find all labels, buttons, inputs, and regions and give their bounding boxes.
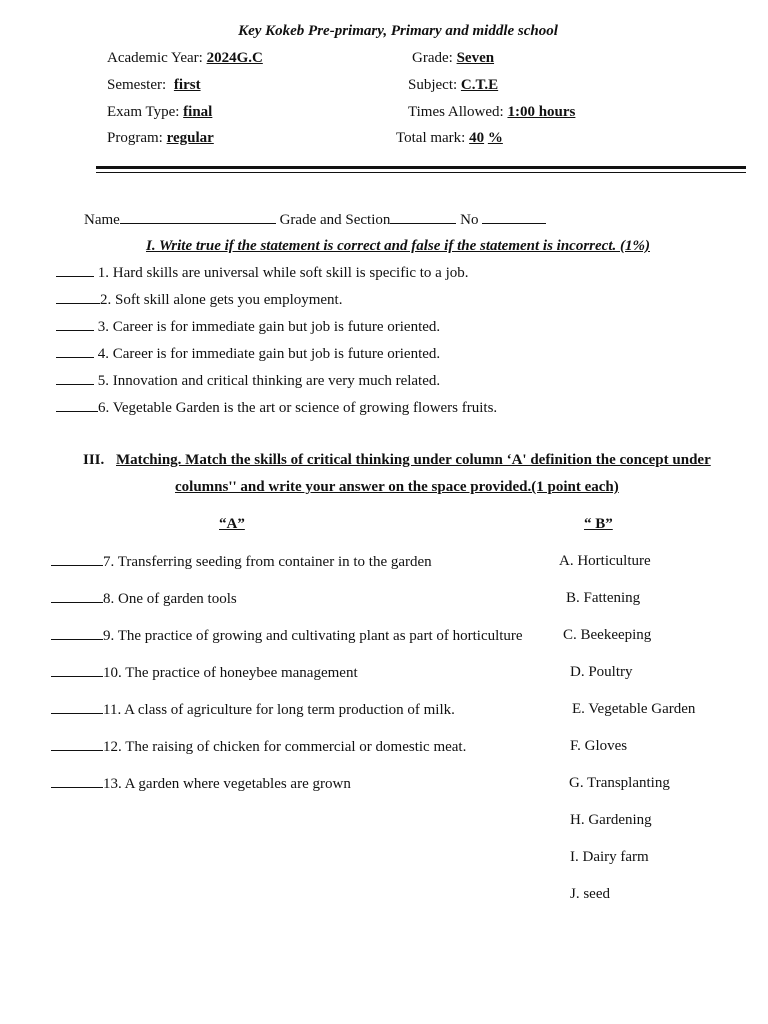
matching-question bbox=[51, 627, 523, 645]
matching-option: I. Dairy farm bbox=[570, 849, 649, 865]
tf-item bbox=[56, 264, 469, 282]
tf-item-text: 6. Vegetable Garden is the art or science of growing flowers fruits. bbox=[98, 400, 498, 416]
answer-blank[interactable] bbox=[56, 291, 100, 304]
time-allowed-label: Times Allowed: bbox=[408, 104, 504, 120]
matching-option: A. Horticulture bbox=[559, 553, 651, 569]
section1-title: I. Write true if the statement is correct and false if the statement is incorrect. (1%) bbox=[145, 238, 650, 254]
answer-blank[interactable] bbox=[56, 318, 94, 331]
matching-question bbox=[51, 590, 237, 608]
time-allowed-value: 1:00 hours bbox=[507, 104, 576, 120]
answer-blank[interactable] bbox=[56, 264, 94, 277]
section3-number: III. bbox=[83, 452, 105, 468]
semester-value: first bbox=[173, 77, 201, 93]
tf-item bbox=[56, 345, 440, 363]
matching-option: H. Gardening bbox=[570, 812, 652, 828]
answer-blank[interactable] bbox=[56, 345, 94, 358]
question-text: 7. Transferring seeding from container in to the garden bbox=[103, 554, 432, 570]
grade-value: Seven bbox=[456, 50, 495, 66]
answer-blank[interactable] bbox=[51, 553, 103, 566]
no-label: No bbox=[460, 212, 479, 228]
question-text: 9. The practice of growing and cultivating plant as part of horticulture bbox=[103, 628, 523, 644]
matching-option: F. Gloves bbox=[570, 738, 628, 754]
answer-blank[interactable] bbox=[51, 590, 103, 603]
question-text: 13. A garden where vegetables are grown bbox=[103, 776, 351, 792]
program-value: regular bbox=[166, 130, 214, 146]
section3-title-line1: Matching. Match the skills of critical thinking under column ‘A' definition the concept under bbox=[116, 452, 711, 468]
grade-label: Grade: bbox=[412, 50, 453, 66]
tf-item-text: 3. Career is for immediate gain but job is future oriented. bbox=[94, 319, 441, 335]
answer-blank[interactable] bbox=[51, 701, 103, 714]
school-name: Key Kokeb Pre-primary, Primary and middle school bbox=[238, 23, 558, 39]
tf-item bbox=[56, 399, 497, 417]
answer-blank[interactable] bbox=[51, 738, 103, 751]
name-blank[interactable] bbox=[120, 211, 276, 224]
subject-value: C.T.E bbox=[460, 77, 499, 93]
tf-item bbox=[56, 372, 440, 390]
semester bbox=[107, 77, 201, 94]
total-mark bbox=[396, 130, 503, 147]
header-rule-thin bbox=[96, 172, 746, 173]
matching-question bbox=[51, 775, 351, 793]
matching-option: J. seed bbox=[570, 886, 610, 902]
tf-item-text: 2. Soft skill alone gets you employment. bbox=[100, 292, 343, 308]
answer-blank[interactable] bbox=[51, 664, 103, 677]
matching-option: C. Beekeeping bbox=[563, 627, 652, 643]
total-mark-value: 40 bbox=[469, 130, 485, 146]
answer-blank[interactable] bbox=[56, 372, 94, 385]
tf-item bbox=[56, 318, 440, 336]
section3-title-line2: columns'' and write your answer on the space provided.(1 point each) bbox=[175, 479, 619, 495]
header-rule-thick bbox=[96, 166, 746, 169]
tf-item bbox=[56, 291, 342, 309]
subject bbox=[408, 77, 498, 94]
exam-type-value: final bbox=[183, 104, 213, 120]
tf-item-text: 4. Career is for immediate gain but job is future oriented. bbox=[94, 346, 441, 362]
exam-type bbox=[107, 104, 212, 121]
matching-question bbox=[51, 664, 358, 682]
student-info-line bbox=[84, 211, 546, 229]
tf-item-text: 5. Innovation and critical thinking are very much related. bbox=[94, 373, 441, 389]
matching-question bbox=[51, 701, 455, 719]
academic-year bbox=[107, 50, 263, 67]
tf-item-text: 1. Hard skills are universal while soft skill is specific to a job. bbox=[94, 265, 469, 281]
name-label: Name bbox=[84, 212, 120, 228]
program bbox=[107, 130, 214, 147]
question-text: 10. The practice of honeybee management bbox=[103, 665, 358, 681]
column-b-heading: “ B” bbox=[584, 516, 613, 532]
question-text: 8. One of garden tools bbox=[103, 591, 237, 607]
matching-question bbox=[51, 738, 466, 756]
matching-option: E. Vegetable Garden bbox=[572, 701, 696, 717]
matching-option: D. Poultry bbox=[570, 664, 633, 680]
no-blank[interactable] bbox=[482, 211, 546, 224]
academic-year-label: Academic Year: bbox=[107, 50, 203, 66]
grade-section-label: Grade and Section bbox=[279, 212, 391, 228]
exam-type-label: Exam Type: bbox=[107, 104, 180, 120]
column-a-heading: “A” bbox=[219, 516, 245, 532]
matching-option: B. Fattening bbox=[566, 590, 641, 606]
matching-option: G. Transplanting bbox=[569, 775, 670, 791]
time-allowed bbox=[408, 104, 575, 121]
grade bbox=[412, 50, 494, 67]
semester-label: Semester: bbox=[107, 77, 167, 93]
total-mark-label: Total mark: bbox=[396, 130, 466, 146]
answer-blank[interactable] bbox=[51, 627, 103, 640]
answer-blank[interactable] bbox=[56, 399, 98, 412]
program-label: Program: bbox=[107, 130, 163, 146]
matching-question bbox=[51, 553, 432, 571]
subject-label: Subject: bbox=[408, 77, 458, 93]
academic-year-value: 2024G.C bbox=[206, 50, 263, 66]
question-text: 12. The raising of chicken for commercial or domestic meat. bbox=[103, 739, 467, 755]
total-mark-unit: % bbox=[487, 130, 503, 146]
grade-section-blank[interactable] bbox=[390, 211, 456, 224]
answer-blank[interactable] bbox=[51, 775, 103, 788]
question-text: 11. A class of agriculture for long term production of milk. bbox=[103, 702, 455, 718]
